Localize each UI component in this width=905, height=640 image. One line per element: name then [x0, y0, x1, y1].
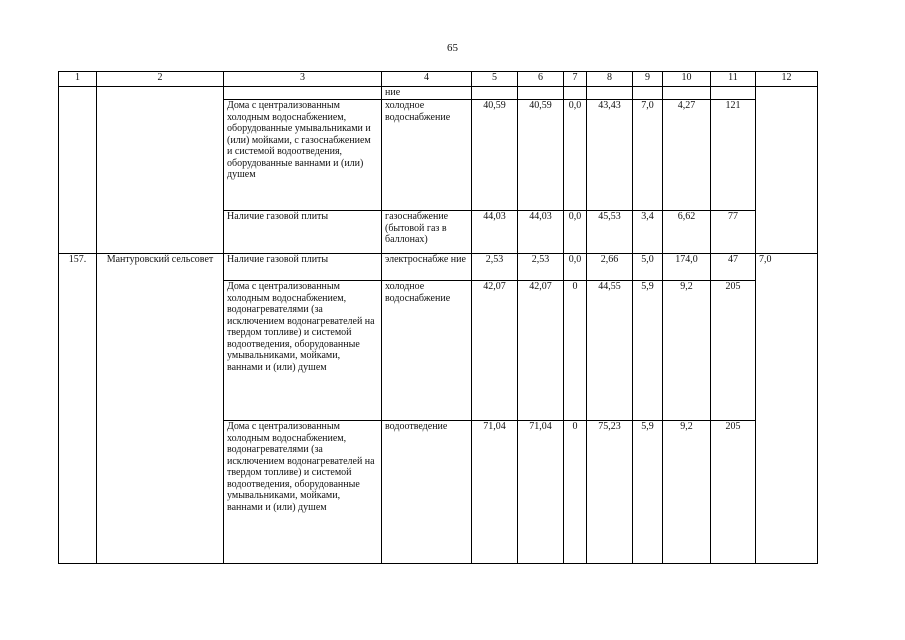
municipality-cell: Мантуровский сельсовет: [97, 254, 224, 564]
header-cell: 9: [633, 72, 663, 87]
header-cell: 8: [587, 72, 633, 87]
service-type-cell: холодное водоснабжение: [382, 100, 472, 211]
service-type-cell: газоснабжение (бытовой газ в баллонах): [382, 211, 472, 254]
service-type-cell: электроснабже ние: [382, 254, 472, 281]
header-cell: 5: [472, 72, 518, 87]
cell-empty: [97, 87, 224, 254]
cell-empty: [59, 87, 97, 254]
value-cell: 2,53: [472, 254, 518, 281]
value-cell: 205: [711, 281, 756, 421]
value-cell: 44,03: [518, 211, 564, 254]
cell-empty: [756, 87, 818, 254]
cell-empty: [518, 87, 564, 100]
header-cell: 12: [756, 72, 818, 87]
value-cell: 6,62: [663, 211, 711, 254]
header-row: [59, 72, 818, 87]
cell-empty: [663, 87, 711, 100]
value-cell: 9,2: [663, 281, 711, 421]
header-cell: 3: [224, 72, 382, 87]
value-cell: 44,03: [472, 211, 518, 254]
value-cell: 42,07: [518, 281, 564, 421]
value-cell: 0,0: [564, 254, 587, 281]
value-cell: 2,53: [518, 254, 564, 281]
value-cell: 121: [711, 100, 756, 211]
value-cell: 44,55: [587, 281, 633, 421]
value-cell: 4,27: [663, 100, 711, 211]
value-cell: 0,0: [564, 100, 587, 211]
cell-empty: [633, 87, 663, 100]
row-number-cell: 157.: [59, 254, 97, 564]
value-cell: 205: [711, 421, 756, 564]
tariff-table: [58, 71, 818, 564]
description-cell: Наличие газовой плиты: [224, 211, 382, 254]
page-number: 65: [447, 42, 458, 54]
header-cell: 11: [711, 72, 756, 87]
description-cell: Наличие газовой плиты: [224, 254, 382, 281]
header-cell: 4: [382, 72, 472, 87]
value-cell: 2,66: [587, 254, 633, 281]
header-cell: 10: [663, 72, 711, 87]
summary-value-cell: 7,0: [756, 254, 818, 564]
value-cell: 77: [711, 211, 756, 254]
value-cell: 5,0: [633, 254, 663, 281]
cell-empty: [564, 87, 587, 100]
value-cell: 40,59: [518, 100, 564, 211]
value-cell: 75,23: [587, 421, 633, 564]
cell-empty: [472, 87, 518, 100]
table-row: [59, 87, 818, 100]
header-cell: 7: [564, 72, 587, 87]
table-row: [59, 254, 818, 281]
value-cell: 42,07: [472, 281, 518, 421]
description-cell: Дома с централизованным холодным водоснабжением, водонагревателями (за исключением водонагревателей на твердом топливе) и системой водоотведения, оборудованные умывальниками, мойками, ваннами и (или) душем: [224, 421, 382, 564]
description-cell: Дома с централизованным холодным водоснабжением, оборудованные умывальниками и (или) мойками, с газоснабжением и системой водоотведения, оборудованные ваннами и (или) душем: [224, 100, 382, 211]
cell-empty: [711, 87, 756, 100]
cell-empty: [224, 87, 382, 100]
header-cell: 2: [97, 72, 224, 87]
value-cell: 40,59: [472, 100, 518, 211]
value-cell: 9,2: [663, 421, 711, 564]
value-cell: 71,04: [472, 421, 518, 564]
value-cell: 3,4: [633, 211, 663, 254]
value-cell: 5,9: [633, 421, 663, 564]
value-cell: 174,0: [663, 254, 711, 281]
header-cell: 1: [59, 72, 97, 87]
value-cell: 0,0: [564, 211, 587, 254]
service-type-cell: холодное водоснабжение: [382, 281, 472, 421]
value-cell: 7,0: [633, 100, 663, 211]
cell-empty: [587, 87, 633, 100]
value-cell: 71,04: [518, 421, 564, 564]
service-type-cell: ние: [382, 87, 472, 100]
value-cell: 0: [564, 281, 587, 421]
value-cell: 5,9: [633, 281, 663, 421]
value-cell: 43,43: [587, 100, 633, 211]
value-cell: 47: [711, 254, 756, 281]
description-cell: Дома с централизованным холодным водоснабжением, водонагревателями (за исключением водонагревателей на твердом топливе) и системой водоотведения, оборудованные умывальниками, мойками, ваннами и (или) душем: [224, 281, 382, 421]
value-cell: 0: [564, 421, 587, 564]
value-cell: 45,53: [587, 211, 633, 254]
header-cell: 6: [518, 72, 564, 87]
service-type-cell: водоотведение: [382, 421, 472, 564]
